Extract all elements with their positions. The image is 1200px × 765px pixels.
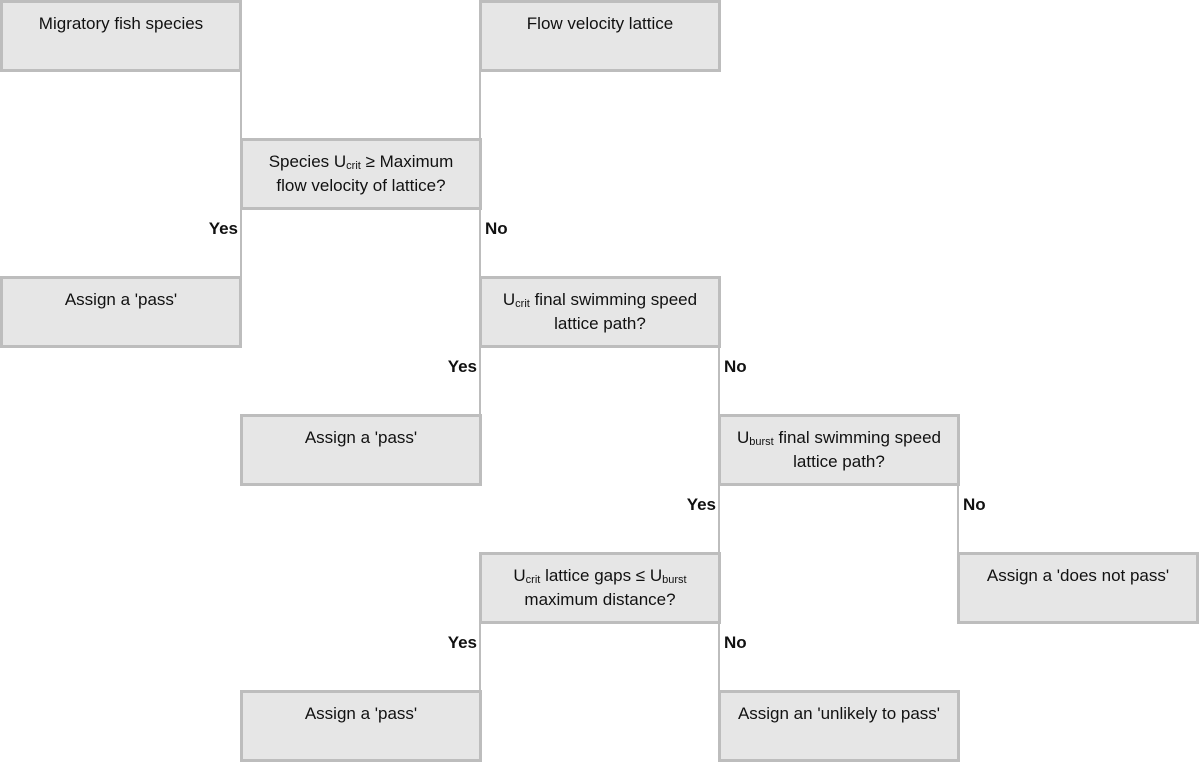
label-q1-yes: Yes (208, 219, 238, 238)
box-text-line-1: Species $U_{crit}$ ≥ Maximum (268, 152, 454, 172)
box-text-line-2: lattice path? (793, 452, 885, 471)
box-text: Flow velocity lattice (526, 14, 674, 33)
box-text: Assign a 'pass' (304, 428, 418, 447)
decision-species-ucrit-vs-max-flow (240, 138, 482, 210)
decision-ucrit-gaps-vs-uburst-distance (479, 552, 721, 624)
label-q4-no: No (724, 633, 747, 652)
label-q4-yes: Yes (447, 633, 477, 652)
box-assign-unlikely-to-pass (718, 690, 960, 762)
box-text: Assign a 'does not pass' (986, 566, 1170, 585)
box-assign-pass-3 (240, 690, 482, 762)
box-text-line-2: lattice path? (554, 314, 646, 333)
label-q2-yes: Yes (447, 357, 477, 376)
box-assign-pass-2 (240, 414, 482, 486)
box-text: Migratory fish species (38, 14, 204, 33)
decision-uburst-lattice-path (718, 414, 960, 486)
box-text-line-1: $U_{burst}$ final swimming speed (737, 428, 941, 448)
box-text-line-2: maximum distance? (524, 590, 676, 609)
box-flow-velocity-lattice (479, 0, 721, 72)
label-q1-no: No (485, 219, 508, 238)
box-assign-does-not-pass (957, 552, 1199, 624)
box-assign-pass-1 (0, 276, 242, 348)
decision-ucrit-lattice-path (479, 276, 721, 348)
box-text-line-2: flow velocity of lattice? (276, 176, 446, 195)
box-text: Assign a 'pass' (64, 290, 178, 309)
label-q3-no: No (963, 495, 986, 514)
box-text-line-1: $U_{crit}$ lattice gaps ≤ $U_{burst}$ (513, 566, 687, 586)
box-text-line-1: $U_{crit}$ final swimming speed (502, 290, 698, 310)
label-q3-yes: Yes (686, 495, 716, 514)
box-text: Assign an 'unlikely to pass' (737, 704, 941, 723)
label-q2-no: No (724, 357, 747, 376)
box-migratory-fish-species (0, 0, 242, 72)
box-text: Assign a 'pass' (304, 704, 418, 723)
